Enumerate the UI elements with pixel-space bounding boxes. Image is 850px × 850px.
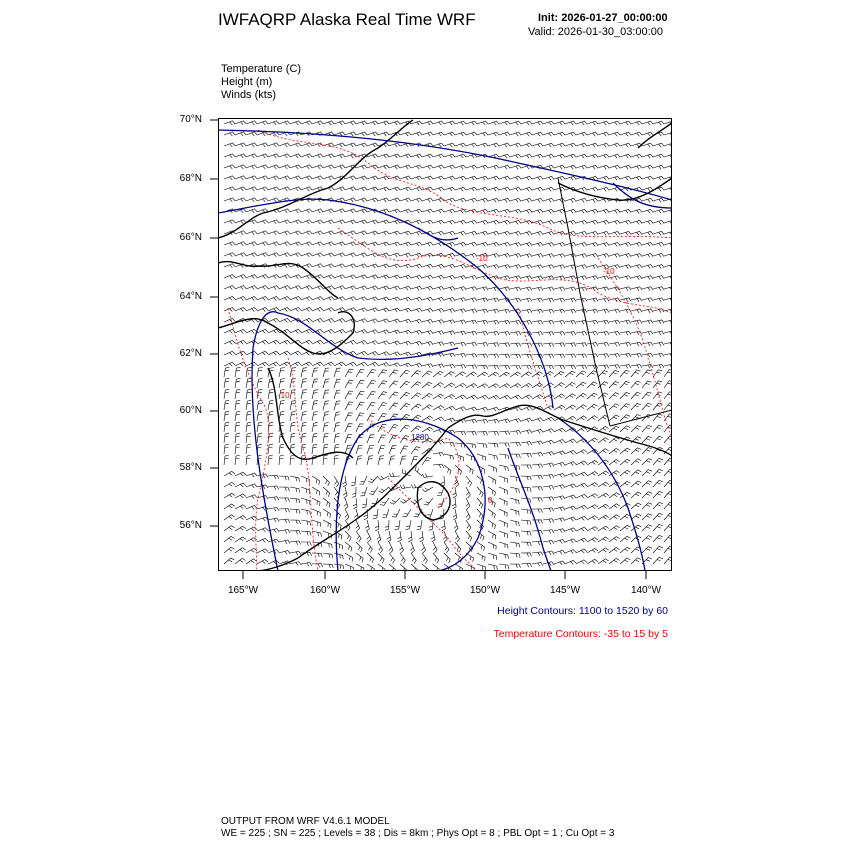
- field-height: Height (m): [221, 76, 273, 88]
- lon-label: 160°W: [309, 585, 341, 596]
- lon-label: 140°W: [630, 585, 662, 596]
- lon-label: 145°W: [549, 585, 581, 596]
- lat-label: 64°N: [179, 291, 202, 302]
- map-plot: [218, 118, 672, 571]
- temperature-contours-legend: Temperature Contours: -35 to 15 by 5: [493, 628, 668, 640]
- lat-label: 58°N: [179, 462, 202, 473]
- lon-label: 155°W: [389, 585, 421, 596]
- height-contours-legend: Height Contours: 1100 to 1520 by 60: [497, 605, 668, 617]
- map-title: IWFAQRP Alaska Real Time WRF: [218, 10, 476, 29]
- lat-label: 66°N: [179, 232, 202, 243]
- footer-model: OUTPUT FROM WRF V4.6.1 MODEL: [221, 816, 390, 827]
- temperature-contour-label: -10: [476, 254, 488, 263]
- temperature-contour-label: -10: [278, 391, 290, 400]
- lat-label: 68°N: [179, 173, 202, 184]
- temperature-contour-label: -10: [603, 267, 615, 276]
- valid-time: Valid: 2026-01-30_03:00:00: [528, 26, 663, 38]
- height-contour-label: 1280: [411, 433, 429, 442]
- lat-label: 56°N: [179, 520, 202, 531]
- field-temperature: Temperature (C): [221, 63, 302, 75]
- lat-label: 60°N: [179, 405, 202, 416]
- temperature-contour-label: 0: [488, 496, 493, 505]
- lon-label: 165°W: [227, 585, 259, 596]
- lat-label: 70°N: [179, 114, 202, 125]
- field-winds: Winds (kts): [221, 89, 276, 101]
- lat-label: 62°N: [179, 348, 202, 359]
- lon-label: 150°W: [469, 585, 501, 596]
- map-background: [218, 118, 672, 571]
- init-time: Init: 2026-01-27_00:00:00: [538, 12, 668, 24]
- footer-config: WE = 225 ; SN = 225 ; Levels = 38 ; Dis = 8km ; Phys Opt = 8 ; PBL Opt = 1 ; Cu Opt = 3: [221, 828, 615, 839]
